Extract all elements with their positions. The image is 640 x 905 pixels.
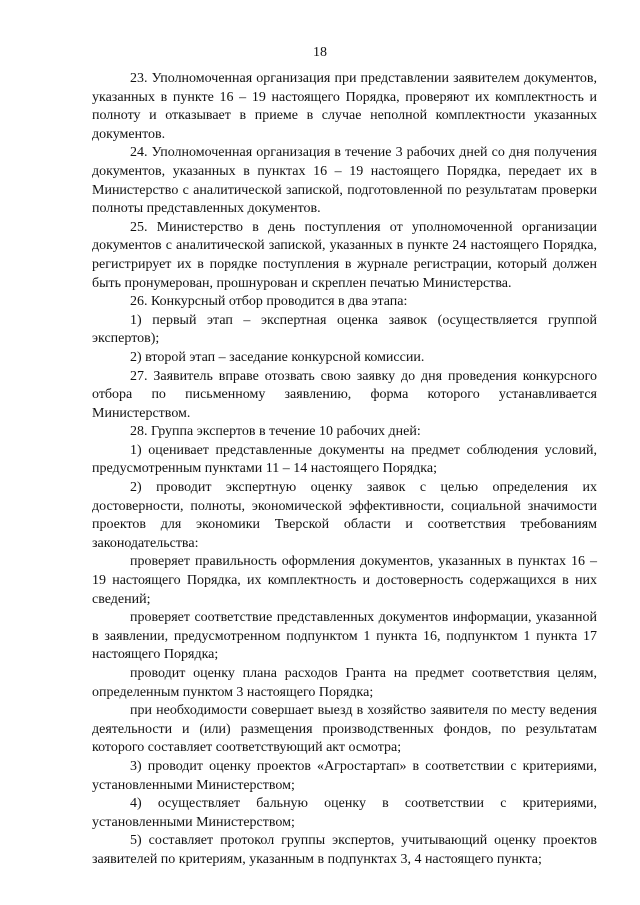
paragraph-23: 23. Уполномоченная организация при представлении заявителем документов, указанных в пункте 16 – 19 настоящего Порядка, проверяют их комплектность и полноту и отказывает в приеме в случае неполной комплектности указанных документов. bbox=[92, 71, 597, 142]
paragraph-28-item-2-sub-2: проверяет соответствие представленных документов информации, указанной в заявлении, предусмотренном подпунктом 1 пункта 16, подпунктом 1 пункта 17 настоящего Порядка; bbox=[92, 610, 597, 663]
paragraph-24: 24. Уполномоченная организация в течение 3 рабочих дней со дня получения документов, указанных в пунктах 16 – 19 настоящего Порядка, передает их в Министерство с аналитической запиской, подготовленной по результатам проверки полноты представленных документов. bbox=[92, 145, 597, 217]
paragraph-27: 27. Заявитель вправе отозвать свою заявку до дня проведения конкурсного отбора по письменному заявлению, форма которого устанавливается Министерством. bbox=[92, 368, 597, 421]
page-number: 18 bbox=[313, 45, 327, 60]
paragraph-28-item-2: 2) проводит экспертную оценку заявок с целью определения их достоверности, полноты, экономической эффективности, социальной значимости проектов для экономики Тверской области и соответствия требованиям законодательства: bbox=[92, 480, 597, 551]
paragraph-28: 28. Группа экспертов в течение 10 рабочих дней: bbox=[130, 424, 421, 440]
paragraph-28-item-2-sub-1: проверяет правильность оформления документов, указанных в пунктах 16 – 19 настоящего Порядка, их комплектность и достоверность содержащихся в них сведений; bbox=[92, 554, 597, 607]
paragraph-25: 25. Министерство в день поступления от уполномоченной организации документов с аналитической запиской, указанных в пункте 24 настоящего Порядка, регистрирует их в порядке поступления в журнале регистрации, который должен быть пронумерован, прошнурован и скреплен печатью Министерства. bbox=[92, 219, 597, 291]
paragraph-26: 26. Конкурсный отбор проводится в два этапа: bbox=[130, 294, 408, 310]
paragraph-28-item-3: 3) проводит оценку проектов «Агростартап» в соответствии с критериями, установленными Министерством; bbox=[92, 758, 597, 793]
paragraph-26-item-1: 1) первый этап – экспертная оценка заявок (осуществляется группой экспертов); bbox=[92, 312, 597, 347]
document-body bbox=[92, 70, 597, 870]
paragraph-28-item-1: 1) оценивает представленные документы на предмет соблюдения условий, предусмотренным пунктами 11 – 14 настоящего Порядка; bbox=[92, 442, 597, 477]
paragraph-28-item-2-sub-4: при необходимости совершает выезд в хозяйство заявителя по месту ведения деятельности и (или) размещения производственных фондов, по результатам которого составляет соответствующий акт осмотра; bbox=[92, 703, 597, 756]
paragraph-28-item-2-sub-3: проводит оценку плана расходов Гранта на предмет соответствия целям, определенным пунктом 3 настоящего Порядка; bbox=[92, 666, 597, 700]
paragraph-26-item-2: 2) второй этап – заседание конкурсной комиссии. bbox=[130, 349, 425, 365]
paragraph-28-item-5: 5) составляет протокол группы экспертов, учитывающий оценку проектов заявителей по критериям, указанным в подпунктах 3, 4 настоящего пункта; bbox=[92, 833, 597, 867]
paragraph-28-item-4: 4) осуществляет бальную оценку в соответствии с критериями, установленными Министерством; bbox=[92, 796, 597, 830]
